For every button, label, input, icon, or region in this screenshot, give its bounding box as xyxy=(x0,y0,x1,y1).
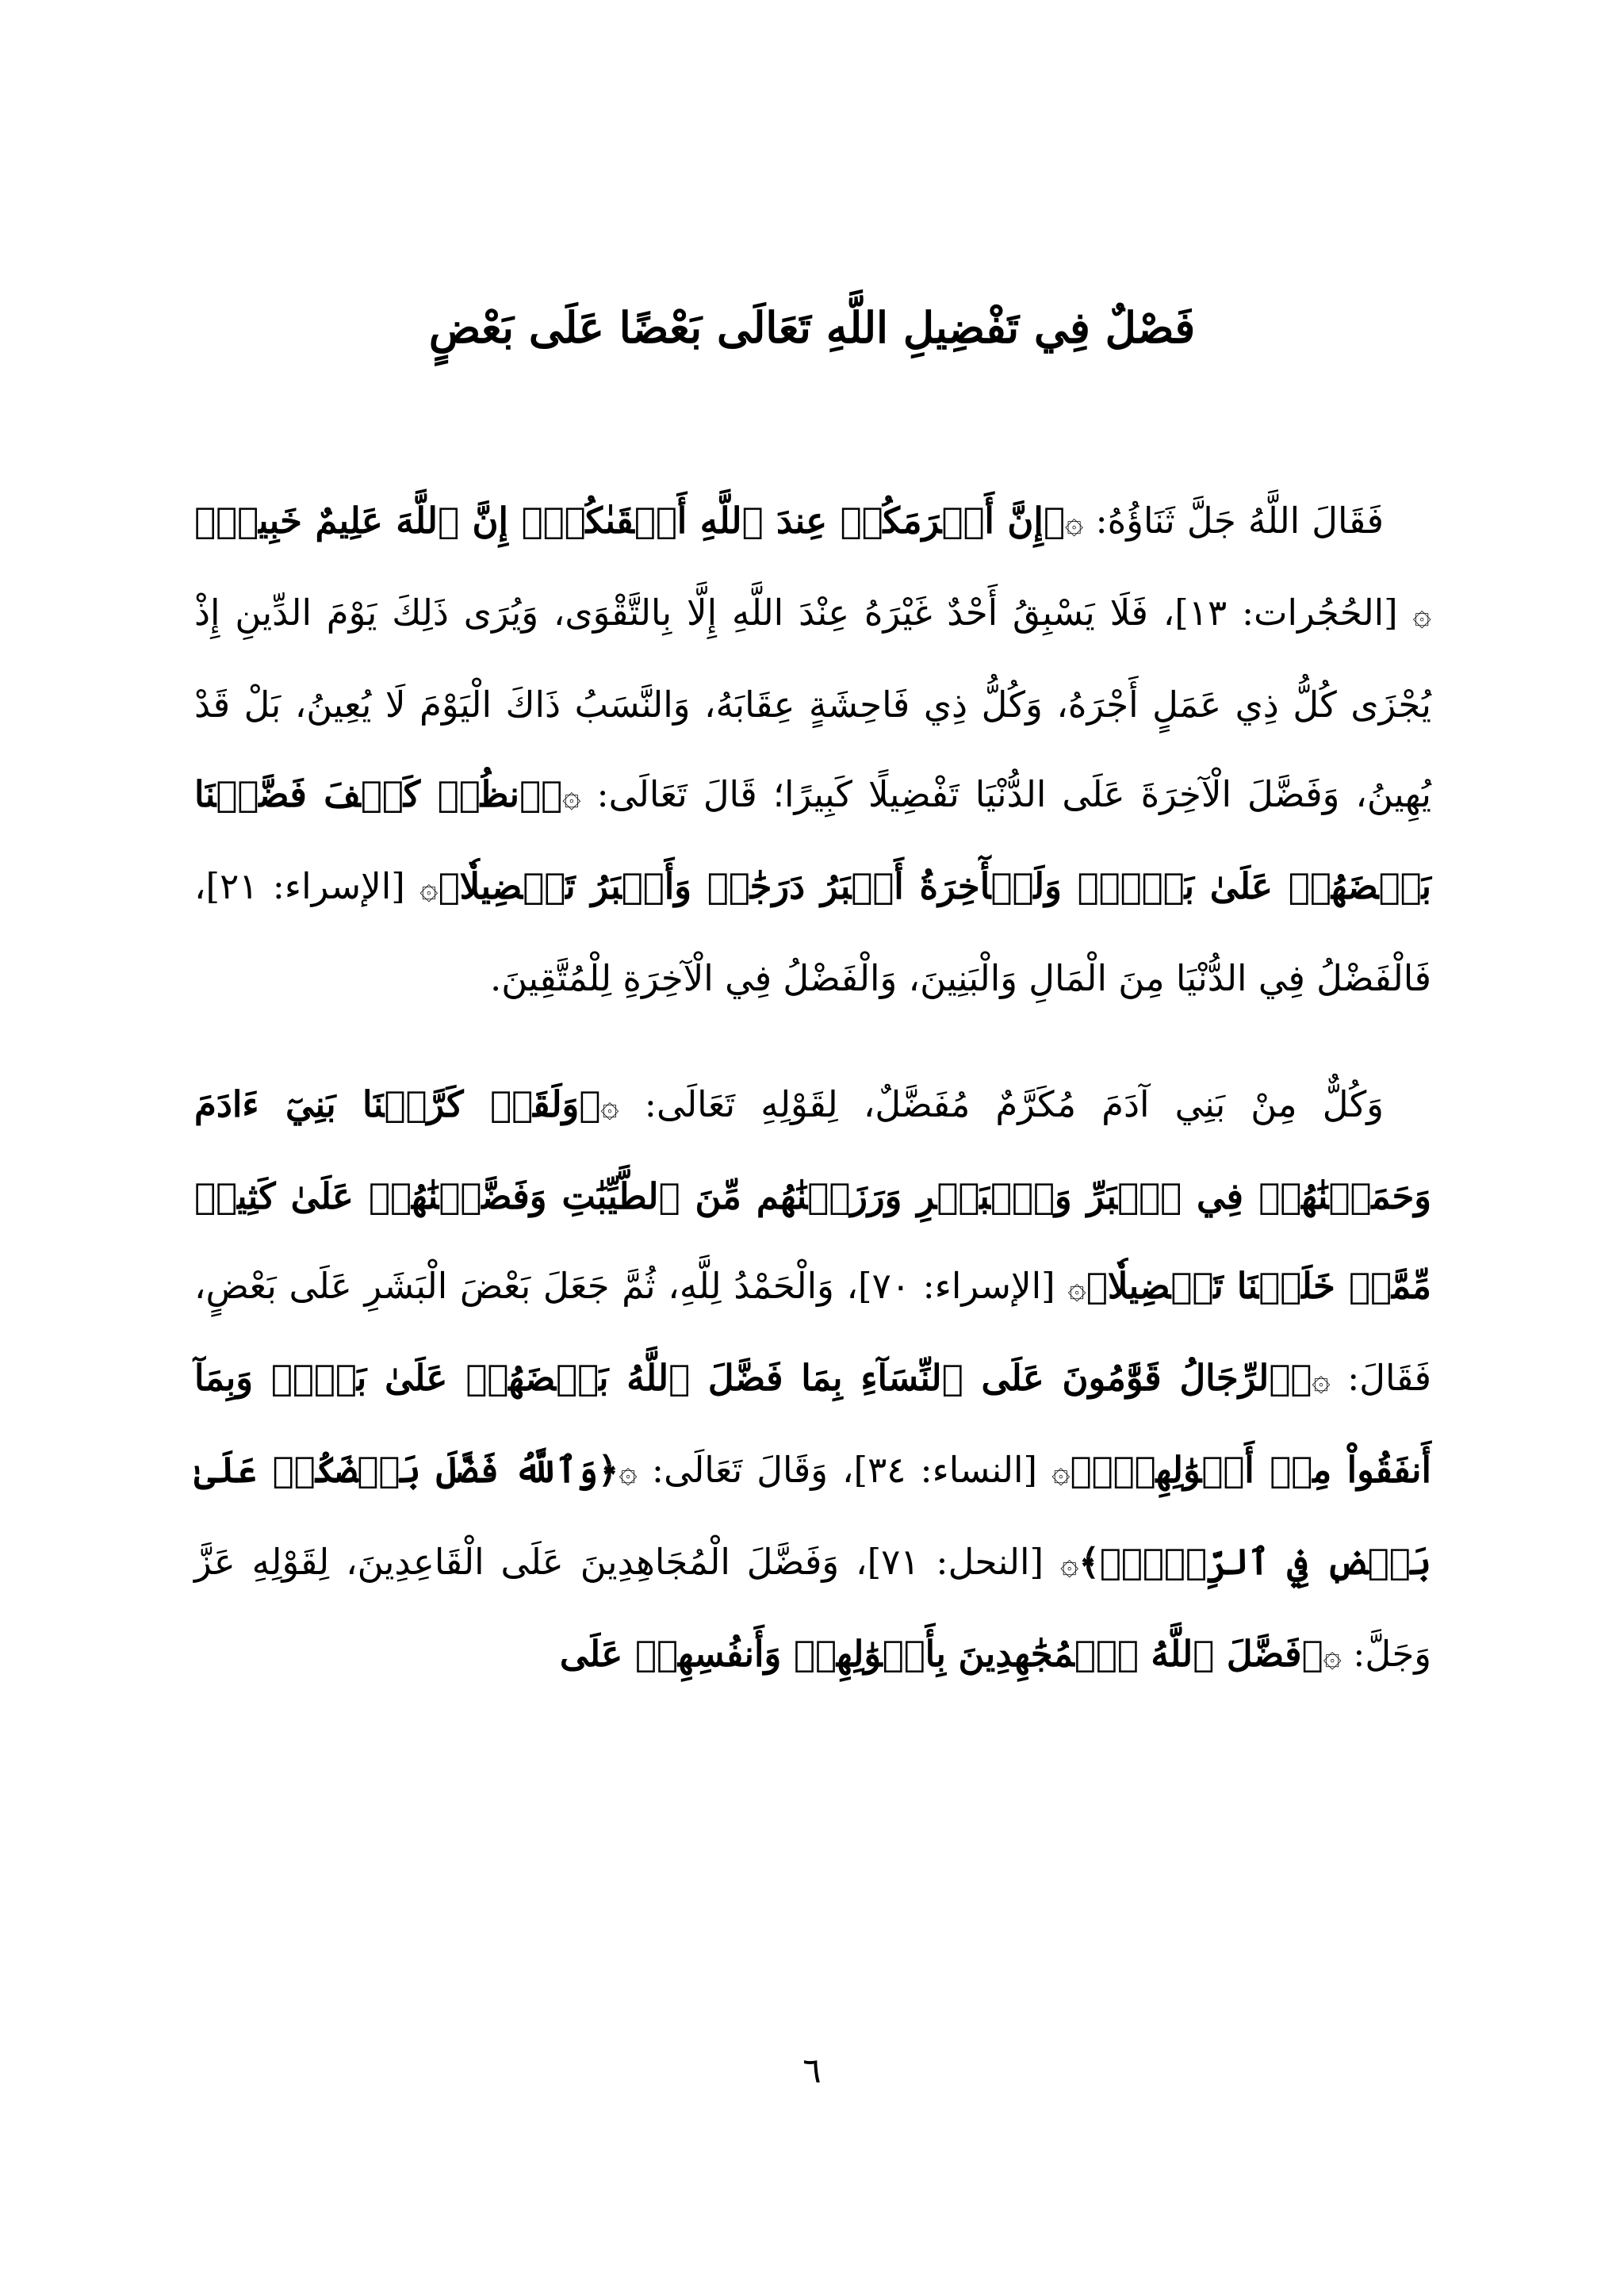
bracket-open: ﴿ xyxy=(1301,1633,1323,1675)
bracket-close: ﴾ xyxy=(1086,1265,1108,1307)
verse-text-6: فَضَّلَ ٱللَّهُ ٱلۡمُجَٰهِدِينَ بِأَمۡوَٰلِهِمۡ وَأَنفُسِهِمۡ عَلَى xyxy=(559,1633,1302,1675)
paragraph-1-text-2: ، فَلَا يَسْبِقُ أَحْدٌ غَيْرَهُ عِنْدَ اللَّهِ إِلَّا بِالتَّقْوَى، وَيُرَى ذَلِكَ يَوْمَ الدِّينِ إِذْ يُجْزَى كُلُّ ذِي عَمَلٍ أَجْرَهُ، وَكُلُّ ذِي فَاحِشَةٍ عِقَابَهُ، وَالنَّسَبُ ذَاكَ الْيَوْمَ لَا يُعِينُ، بَلْ قَدْ يُهِينُ، وَفَضَّلَ الْآخِرَةَ عَلَى الدُّنْيَا تَفْضِيلًا كَبِيرًا؛ قَالَ تَعَالَى: xyxy=(194,592,1432,815)
verse-reference-3: [الإسراء: ٧٠] xyxy=(858,1265,1068,1307)
bracket-close: ﴾ xyxy=(1070,1449,1092,1491)
ornament-flower-close: ۞ xyxy=(419,870,439,906)
paragraph-2-text-3: ، وَقَالَ تَعَالَى: xyxy=(637,1449,854,1491)
verse-text-5: وَٱللَّهُ فَضَّلَ بَعۡضَكُمۡ عَلَىٰ بَعۡضٖ فِي ٱلرِّزۡقِۚ xyxy=(194,1449,1431,1583)
paragraph-1-text-1: فَقَالَ اللَّهُ جَلَّ ثَنَاؤُهُ: xyxy=(1083,500,1384,542)
body-text xyxy=(194,476,1431,1701)
bracket-open: ﴿ xyxy=(598,1449,619,1491)
verse-reference-1: [الحُجُرات: ١٣] xyxy=(1174,592,1413,634)
paragraph-2-text-4: ، وَفَضَّلَ الْمُجَاهِدِينَ عَلَى الْقَاعِدِينَ، لِقَوْلِهِ عَزَّ وَجَلَّ: xyxy=(194,1541,1431,1675)
verse-text-3: وَلَقَدۡ كَرَّمۡنَا بَنِيٓ ءَادَمَ وَحَمَلۡنَٰهُمۡ فِي ٱلۡبَرِّ وَٱلۡبَحۡرِ وَرَزَقۡنَٰهُم مِّنَ ٱلطَّيِّبَٰتِ وَفَضَّلۡنَٰهُمۡ عَلَىٰ كَثِيرٖ مِّمَّنۡ خَلَقۡنَا تَفۡضِيلٗا xyxy=(194,1083,1431,1307)
bracket-close: ﴾ xyxy=(1078,1541,1100,1583)
bracket-open: ﴿ xyxy=(579,1083,601,1125)
verse-reference-4: [النساء: ٣٤] xyxy=(853,1449,1052,1491)
paragraph-2-text-2: ، وَالْحَمْدُ لِلَّهِ، ثُمَّ جَعَلَ بَعْضَ الْبَشَرِ عَلَى بَعْضٍ، فَقَالَ: xyxy=(194,1265,1431,1399)
bracket-open: ﴿ xyxy=(1043,500,1065,542)
paragraph-2-text-1: وَكُلٌّ مِنْ بَنِي آدَمَ مُكَرَّمٌ مُفَضَّلٌ، لِقَوْلِهِ تَعَالَى: xyxy=(619,1083,1384,1125)
verse-text-2: ٱنظُرۡ كَيۡفَ فَضَّلۡنَا بَعۡضَهُمۡ عَلَىٰ بَعۡضٖۚ وَلَلۡأٓخِرَةُ أَكۡبَرُ دَرَجَٰتٖ وَأَكۡبَرُ تَفۡضِيلٗا xyxy=(194,773,1431,907)
ornament-flower-close: ۞ xyxy=(1412,596,1431,633)
chapter-title: فَصْلٌ فِي تَفْضِيلِ اللَّهِ تَعَالَى بَعْضًا عَلَى بَعْضٍ xyxy=(428,302,1196,353)
ornament-flower-open: ۞ xyxy=(562,778,581,814)
verse-text-4: ٱلرِّجَالُ قَوَّٰمُونَ عَلَى ٱلنِّسَآءِ بِمَا فَضَّلَ ٱللَّهُ بَعۡضَهُمۡ عَلَىٰ بَعۡضٖ وَبِمَآ أَنفَقُواْ مِنۡ أَمۡوَٰلِهِمۡۚ xyxy=(194,1357,1431,1491)
bracket-close: ﴾ xyxy=(194,500,216,542)
verse-text-1: إِنَّ أَكۡرَمَكُمۡ عِندَ ٱللَّهِ أَتۡقَىٰكُمۡۚ إِنَّ ٱللَّهَ عَلِيمٌ خَبِيرٞ xyxy=(216,500,1044,542)
ornament-flower-open: ۞ xyxy=(1323,1638,1342,1674)
ornament-flower-open: ۞ xyxy=(600,1088,619,1124)
quran-verse-6 xyxy=(560,1633,1342,1675)
ornament-flower-close: ۞ xyxy=(1059,1546,1079,1582)
ornament-flower-open: ۞ xyxy=(1312,1362,1331,1398)
verse-reference-2: [الإسراء: ٢١] xyxy=(205,865,420,907)
bracket-open: ﴿ xyxy=(1290,1357,1312,1399)
paragraph-1 xyxy=(194,476,1431,1023)
ornament-flower-open: ۞ xyxy=(619,1454,638,1490)
page-number: ٦ xyxy=(802,2051,822,2091)
bracket-close: ﴾ xyxy=(438,865,460,907)
ornament-flower-close: ۞ xyxy=(1067,1270,1086,1306)
ornament-flower-close: ۞ xyxy=(1051,1454,1071,1490)
paragraph-2 xyxy=(194,1059,1431,1701)
bracket-open: ﴿ xyxy=(541,773,563,815)
paragraph-1-text-3: ، فَالْفَضْلُ فِي الدُّنْيَا مِنَ الْمَالِ وَالْبَنِينَ، وَالْفَضْلُ فِي الْآخِرَةِ لِلْمُتَّقِينَ. xyxy=(194,865,1431,999)
ornament-flower-open: ۞ xyxy=(1064,504,1084,541)
verse-reference-5: [النحل: ٧١] xyxy=(867,1541,1060,1583)
